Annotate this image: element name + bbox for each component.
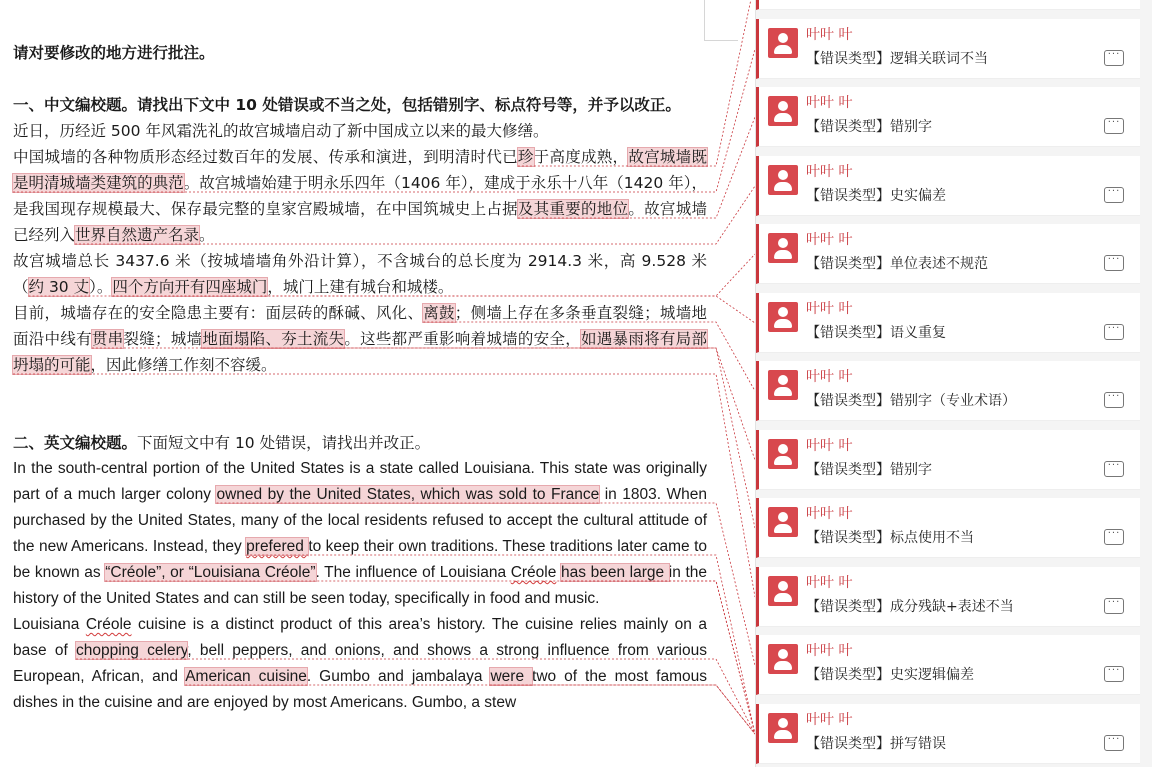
comment-pane <box>755 0 1152 767</box>
text-run: to keep their own traditions. These traditions later came to be known as <box>13 538 707 581</box>
text-run: . The influence of Louisiana <box>315 564 511 581</box>
comment-author: 叶叶 叶 <box>806 506 853 522</box>
comment-card[interactable] <box>756 361 1140 421</box>
section1-paragraph-3 <box>13 248 707 300</box>
avatar-head <box>778 375 788 385</box>
comment-text: 【错误类型】拼写错误 <box>806 736 946 752</box>
spacer <box>13 404 707 430</box>
spellcheck-word: Créole <box>510 564 557 581</box>
highlighted-text[interactable]: 珍 <box>517 148 534 166</box>
comment-text: 【错误类型】成分残缺+表述不当 <box>806 599 1014 615</box>
text-run: 目前，城墙存在的安全隐患主要有：面层砖的酥碱、风化、 <box>13 304 424 322</box>
section1-paragraph-2 <box>13 144 707 248</box>
avatar-torso <box>774 45 792 54</box>
comment-card[interactable] <box>756 87 1140 147</box>
avatar <box>768 96 798 126</box>
comment-author: 叶叶 叶 <box>806 27 853 43</box>
comment-text: 【错误类型】标点使用不当 <box>806 530 974 546</box>
comment-author: 叶叶 叶 <box>806 232 853 248</box>
avatar <box>768 713 798 743</box>
avatar-torso <box>774 250 792 259</box>
avatar-head <box>778 512 788 522</box>
highlighted-text[interactable]: chopping celery <box>76 642 188 659</box>
highlighted-text[interactable]: 约 30 丈 <box>28 278 90 296</box>
comment-text: 【错误类型】史实逻辑偏差 <box>806 667 974 683</box>
avatar-torso <box>774 730 792 739</box>
more-options-icon[interactable]: ··· <box>1104 666 1124 682</box>
comment-author: 叶叶 叶 <box>806 369 853 385</box>
text-run: 。这些都严重影响着城墙的安全， <box>344 330 581 348</box>
more-options-icon[interactable]: ··· <box>1104 50 1124 66</box>
more-options-icon[interactable]: ··· <box>1104 461 1124 477</box>
comment-text: 【错误类型】逻辑关联词不当 <box>806 51 988 67</box>
comment-text: 【错误类型】语义重复 <box>806 325 946 341</box>
text-run: In the south-central portion of the United States is a state called Louisiana. This state was originally part of a much larger colony <box>13 460 707 503</box>
text-run: . Gumbo and jambalaya <box>306 668 491 685</box>
more-options-icon[interactable]: ··· <box>1104 118 1124 134</box>
highlighted-text[interactable]: 故宫城墙既是明清城墙类建筑的典范 <box>13 148 707 192</box>
more-options-icon[interactable]: ··· <box>1104 392 1124 408</box>
text-run: ，因此修缮工作刻不容缓。 <box>90 356 277 374</box>
avatar-head <box>778 238 788 248</box>
more-options-icon[interactable]: ··· <box>1104 187 1124 203</box>
highlighted-text[interactable]: 及其重要的地位 <box>517 200 629 218</box>
highlighted-text[interactable]: 世界自然遗产名录 <box>75 226 200 244</box>
comment-card[interactable] <box>756 19 1140 79</box>
comment-author: 叶叶 叶 <box>806 575 853 591</box>
comment-text: 【错误类型】单位表述不规范 <box>806 256 988 272</box>
avatar-head <box>778 718 788 728</box>
comment-author: 叶叶 叶 <box>806 95 853 111</box>
avatar <box>768 233 798 263</box>
highlighted-text[interactable]: 四个方向开有四座城门 <box>112 278 268 296</box>
highlighted-text[interactable]: 离鼓 <box>423 304 455 322</box>
avatar <box>768 302 798 332</box>
comment-author: 叶叶 叶 <box>806 438 853 454</box>
comment-card[interactable] <box>756 430 1140 490</box>
comment-card[interactable] <box>756 498 1140 558</box>
text-run: 。故宫城墙始建于明永乐四年（1406 年），建成于永乐十八年（1420 年），是我国现存规模最大、保存最完整的皇家宫殿城墙，在中国筑城史上占据 <box>13 174 707 218</box>
avatar <box>768 165 798 195</box>
section2-paragraph-1 <box>13 456 707 612</box>
section2-title-rest: 下面短文中有 10 处错误，请找出并改正。 <box>137 434 431 452</box>
more-options-icon[interactable]: ··· <box>1104 324 1124 340</box>
comment-author: 叶叶 叶 <box>806 712 853 728</box>
comment-card[interactable] <box>756 224 1140 284</box>
text-run: 。 <box>199 226 215 244</box>
text-run: cuisine is a distinct product of this area’s history. The cuisine relies mainly on a base of <box>13 616 707 659</box>
avatar-torso <box>774 524 792 533</box>
avatar <box>768 439 798 469</box>
avatar-head <box>778 581 788 591</box>
page-margin-corner <box>704 40 738 42</box>
avatar <box>768 370 798 400</box>
highlighted-text[interactable]: 地面塌陷、夯土流失 <box>202 330 345 348</box>
comment-text: 【错误类型】错别字 <box>806 462 932 478</box>
comment-author: 叶叶 叶 <box>806 643 853 659</box>
more-options-icon[interactable]: ··· <box>1104 598 1124 614</box>
document-body[interactable] <box>13 40 707 716</box>
comment-author: 叶叶 叶 <box>806 164 853 180</box>
comment-text: 【错误类型】错别字（专业术语） <box>806 393 1016 409</box>
highlighted-text[interactable]: “Créole”, or “Louisiana Créole” <box>105 564 316 581</box>
highlighted-text[interactable]: 贯串 <box>91 330 124 348</box>
avatar-head <box>778 101 788 111</box>
highlighted-text[interactable]: prefered <box>246 538 309 555</box>
text-run: two of the most famous dishes in the cuisine and are enjoyed by most Americans. Gumbo, a stew <box>13 668 707 711</box>
text-run: ）。 <box>89 278 113 296</box>
comment-card[interactable] <box>756 156 1140 216</box>
highlighted-text[interactable]: 如遇暴雨将有局部坍塌的可能 <box>13 330 707 374</box>
highlighted-text[interactable]: owned by the United States, which was sold to France <box>216 486 600 503</box>
comment-text: 【错误类型】错别字 <box>806 119 932 135</box>
avatar <box>768 28 798 58</box>
text-run: in the history of the United States and can still be seen today, specifically in food and music. <box>13 564 708 607</box>
text-run: 裂缝；城墙 <box>123 330 203 348</box>
highlighted-text[interactable]: American cuisine <box>185 668 307 685</box>
section1-paragraph-1: 近日，历经近 500 年风霜洗礼的故宫城墙启动了新中国成立以来的最大修缮。 <box>13 122 549 140</box>
more-options-icon[interactable]: ··· <box>1104 529 1124 545</box>
section2-title-bold: 二、英文编校题。 <box>13 434 138 452</box>
avatar <box>768 576 798 606</box>
highlighted-text[interactable]: were <box>490 668 533 685</box>
avatar <box>768 644 798 674</box>
avatar-head <box>778 33 788 43</box>
comment-card[interactable] <box>756 704 1140 764</box>
avatar-torso <box>774 182 792 191</box>
section2-paragraph-2 <box>13 612 707 716</box>
comment-text: 【错误类型】史实偏差 <box>806 188 946 204</box>
text-run: Louisiana <box>13 616 86 633</box>
avatar-head <box>778 307 788 317</box>
text-run: 。故宫城墙已经列入 <box>13 200 707 244</box>
spacer <box>13 378 707 404</box>
section1-paragraph-4 <box>13 300 707 378</box>
comment-card[interactable] <box>756 0 1140 10</box>
text-run: 于高度成熟， <box>533 148 629 166</box>
comment-card[interactable] <box>756 567 1140 627</box>
text-run: 中国城墙的各种物质形态经过数百年的发展、传承和演进，到明清时代已 <box>13 148 518 166</box>
text-run: , bell peppers, and onions, and shows a strong influence from various European, African, and <box>13 642 707 685</box>
avatar-torso <box>774 456 792 465</box>
avatar-torso <box>774 661 792 670</box>
more-options-icon[interactable]: ··· <box>1104 735 1124 751</box>
text-run: ；侧墙上存在多条垂直裂缝；城墙地面沿中线有 <box>13 304 707 348</box>
avatar <box>768 507 798 537</box>
highlighted-text[interactable]: has been large <box>560 564 669 581</box>
text-run: in 1803. When purchased by the United States, many of the local residents refused to accept the cultural attitude of the new Americans. Instead, they <box>13 486 707 555</box>
avatar-torso <box>774 113 792 122</box>
avatar-torso <box>774 593 792 602</box>
comment-card[interactable] <box>756 293 1140 353</box>
avatar-head <box>778 444 788 454</box>
more-options-icon[interactable]: ··· <box>1104 255 1124 271</box>
section1-title: 一、中文编校题。请找出下文中 10 处错误或不当之处，包括错别字、标点符号等，并予以改正。 <box>13 96 681 114</box>
avatar-head <box>778 170 788 180</box>
text-run: ，城门上建有城台和城楼。 <box>267 278 454 296</box>
spellcheck-word: Créole <box>85 616 132 633</box>
comment-author: 叶叶 叶 <box>806 301 853 317</box>
avatar-head <box>778 649 788 659</box>
avatar-torso <box>774 319 792 328</box>
page-margin-marker <box>704 0 706 40</box>
avatar-torso <box>774 387 792 396</box>
comment-card[interactable] <box>756 635 1140 695</box>
spacer <box>13 66 707 92</box>
section2-title <box>13 430 707 456</box>
instruction-line: 请对要修改的地方进行批注。 <box>13 44 215 62</box>
text-run: 故宫城墙总长 3437.6 米（按城墙墙角外沿计算），不含城台的总长度为 2914.3 米，高 9.528 米（ <box>13 252 707 296</box>
